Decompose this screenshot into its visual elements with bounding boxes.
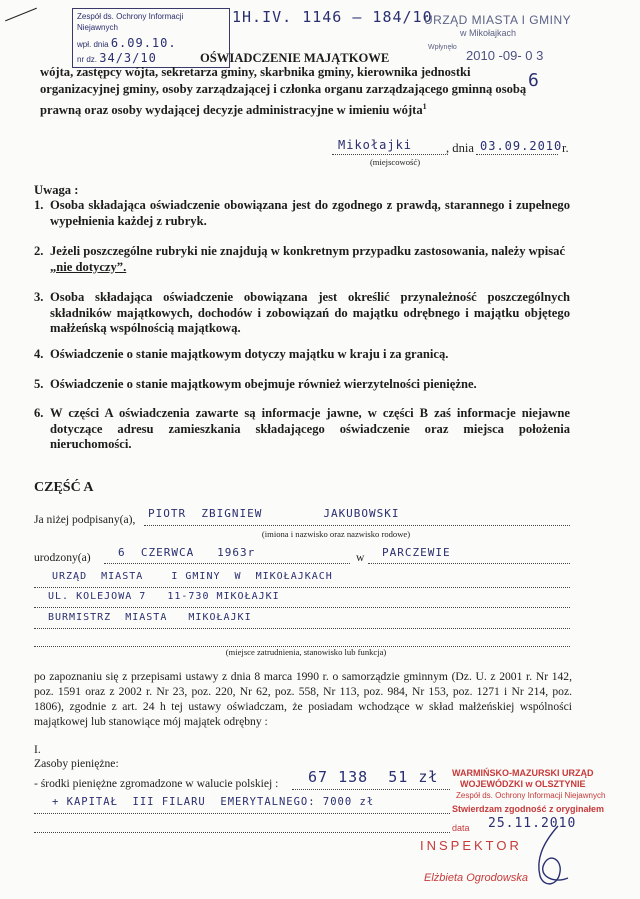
signer-dots [144, 525, 570, 526]
statement-text: po zapoznaniu się z przepisami ustawy z dnia 8 marca 1990 r. o samorządzie gminnym (Dz. U. z 2001 r. Nr 142, poz. 1591 oraz z 2002 r. Nr 23, poz. 220, Nr 62, poz. 558, Nr 113, poz. 984, Nr 153, poz. 1271 i Nr 214, poz. 1806), zgodnie z art. 24 h tej ustawy oświadczam, że posiadam wchodzące w skład małżeńskiej wspólności majątkowej lub stanowiące mój majątek odrębny : [34, 670, 572, 728]
title-line-1: wójta, zastępcy wójta, sekretarza gminy, skarbnika gminy, kierownika jednostki [40, 65, 471, 79]
born-label: urodzony(a) [34, 551, 91, 564]
registry-nr-label: nr dz. [77, 55, 98, 64]
reference-number: 1H.IV. 1146 – 184/10 [232, 8, 433, 26]
born-place-dots [368, 563, 570, 564]
certify-date-label: data [452, 823, 470, 833]
born-date-dots [104, 563, 350, 564]
note-1-text: Osoba składająca oświadczenie obowiązana jest do zgodnego z prawdą, starannego i zupełnego wypełnienia każdej z rubryk. [50, 198, 570, 228]
certify-line-4: Stwierdzam zgodność z oryginałem [452, 804, 605, 814]
title-line-3-text: prawną oraz osoby wydającej decyzje administracyjne w imieniu wójta [40, 103, 423, 118]
registry-nr-value: 34/3/10 [99, 51, 157, 65]
office-stamp-line2: w Mikołajkach [460, 28, 517, 38]
section-1-title: Zasoby pieniężne: [34, 757, 119, 770]
employment-dots-2 [34, 607, 570, 608]
note-4-number: 4. [34, 347, 44, 361]
footnote-mark: 1 [422, 102, 427, 111]
employment-line-2: UL. KOLEJOWA 7 11-730 MIKOŁAJKI [48, 591, 280, 602]
notes-heading: Uwaga : [34, 183, 79, 197]
date-suffix: r. [562, 141, 569, 155]
born-place: PARCZEWIE [382, 546, 451, 559]
registry-stamp-title: Zespół ds. Ochrony Informacji Niejawnych [77, 12, 184, 32]
part-a-heading: CZĘŚĆ A [34, 480, 94, 495]
born-date: 6 CZERWCA 1963r [118, 546, 256, 559]
note-3-number: 3. [34, 290, 44, 304]
registry-date-label: wpł. dnia [77, 40, 109, 49]
note-1-number: 1. [34, 198, 44, 212]
cash-label: - środki pieniężne zgromadzone w walucie polskiej : [34, 777, 279, 790]
section-1-roman: I. [34, 743, 41, 756]
pension-dots-1 [34, 813, 450, 814]
registry-date-value: 6.09.10. [110, 36, 177, 50]
born-in-label: w [356, 551, 365, 564]
note-6-text: W części A oświadczenia zawarte są informacje jawne, w części B zaś informacje niejawne dotyczące adresu zamieszkania składającego oświadczenie oraz miejsca położenia nieruchomości. [50, 406, 570, 451]
note-6-number: 6. [34, 406, 44, 420]
employment-caption: (miejsce zatrudnienia, stanowisko lub funkcja) [225, 647, 387, 657]
pension-value: + KAPITAŁ III FILARU EMERYTALNEGO: 7000 zł [52, 796, 375, 808]
note-2 [50, 244, 570, 275]
employment-line-1: URZĄD MIASTA I GMINY W MIKOŁAJKACH [52, 571, 333, 582]
employment-dots-3 [34, 628, 570, 629]
certify-name: Elżbieta Ogrodowska [424, 872, 528, 884]
note-5-text: Oświadczenie o stanie majątkowym obejmuje również wierzytelności pieniężne. [50, 377, 477, 391]
certify-line-1: WARMIŃSKO-MAZURSKI URZĄD [452, 768, 594, 778]
note-2-quote: „nie dotyczy”. [50, 259, 127, 274]
title-line-2: organizacyjnej gminy, osoby zarządzającej i członka organu zarządzającego gminną osobą [40, 82, 527, 96]
office-stamp-date: 2010 -09- 0 3 [466, 48, 544, 63]
document-title: OŚWIADCZENIE MAJĄTKOWE [200, 51, 390, 65]
signer-caption: (imiona i nazwisko oraz nazwisko rodowe) [261, 529, 411, 539]
place-caption: (miejscowość) [369, 157, 421, 167]
date-label: , dnia [446, 141, 474, 155]
certify-line-3: Zespół ds. Ochrony Informacji Niejawnych [456, 791, 606, 800]
place-value: Mikołajki [338, 138, 413, 152]
office-stamp-line1: URZĄD MIASTA I GMINY [424, 13, 572, 27]
signer-label: Ja niżej podpisany(a), [34, 513, 136, 526]
certify-line-2: WOJEWÓDZKI w OLSZTYNIE [460, 779, 586, 789]
note-2-number: 2. [34, 244, 44, 258]
employment-dots-1 [34, 587, 570, 588]
certify-role: INSPEKTOR [420, 838, 522, 853]
signature-scribble [528, 822, 574, 892]
top-left-mark [5, 8, 37, 22]
note-5-number: 5. [34, 377, 44, 391]
office-stamp-received: Wpłynęło [428, 44, 457, 51]
cash-value: 67 138 51 zł [308, 768, 439, 786]
cash-dots [292, 789, 450, 790]
note-3-text: Osoba składająca oświadczenie obowiązana jest określić przynależność poszczególnych składników majątkowych, dochodów i zobowiązań do majątku odrębnego i majątku objętego małżeńską wspólnością majątkową. [50, 290, 570, 335]
place-dots [332, 154, 448, 155]
office-stamp-mark: 6 [528, 70, 540, 91]
note-4-text: Oświadczenie o stanie majątkowym dotyczy majątku w kraju i za granicą. [50, 347, 449, 361]
date-value: 03.09.2010 [480, 139, 563, 153]
employment-line-3: BURMISTRZ MIASTA MIKOŁAJKI [48, 612, 252, 623]
certify-date-value: 25.11.2010 [488, 816, 577, 831]
pension-dots-2 [34, 832, 450, 833]
note-2-text: Jeżeli poszczególne rubryki nie znajdują w konkretnym przypadku zastosowania, należy wpisać [50, 244, 566, 258]
date-dots [476, 154, 558, 155]
signer-name: PIOTR ZBIGNIEW JAKUBOWSKI [148, 507, 400, 520]
title-line-3 [40, 99, 427, 119]
